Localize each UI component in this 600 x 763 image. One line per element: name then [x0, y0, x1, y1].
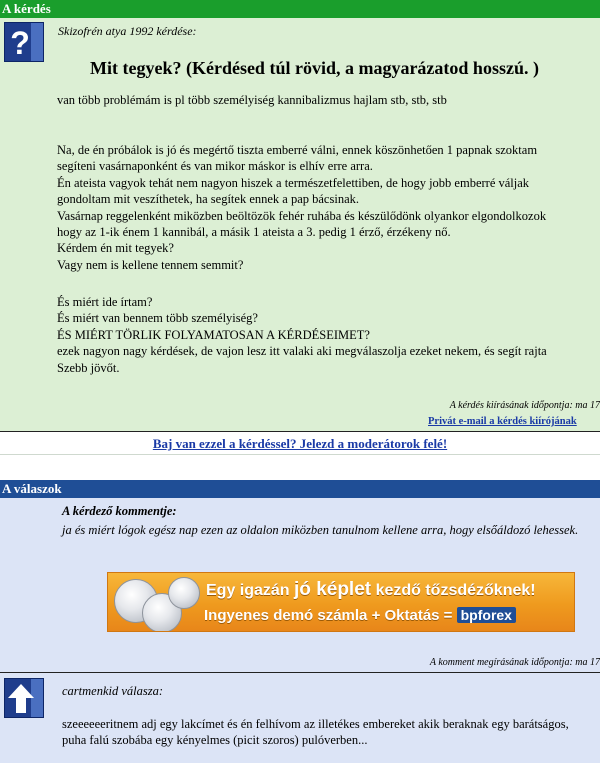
question-line: gondoltam mit veszíthetek, ha segítek ennek a pap bácsinak. — [57, 192, 359, 207]
question-line: ÉS MIÉRT TÖRLIK FOLYAMATOSAN A KÉRDÉSEIMET? — [57, 327, 370, 342]
coin-icon — [168, 577, 200, 609]
private-email-link[interactable]: Privát e-mail a kérdés kiírójának — [428, 416, 577, 427]
question-timestamp: A kérdés kiírásának időpontja: ma 17 — [449, 400, 600, 411]
question-line: És miért ide írtam? — [57, 295, 153, 309]
question-line: Szebb jövőt. — [57, 360, 120, 375]
question-line: Én ateista vagyok tehát nem nagyon hiszek a természetfelettiben, de hogy jobb emberré váljak — [57, 175, 530, 190]
asker-label: Skizofrén atya 1992 kérdése: — [58, 24, 197, 38]
divider — [0, 431, 600, 432]
question-line: Vasárnap reggelenként miközben beöltözök fehér ruhába és készülődönk olyankor elgondolkozok — [57, 208, 547, 223]
question-panel — [0, 18, 600, 431]
divider — [0, 454, 600, 455]
question-line: hogy az 1-ik énem 1 kannibál, a másik 1 ateista a 3. pedig 1 érző, érzékeny nő. — [57, 225, 451, 240]
answers-panel — [0, 498, 600, 763]
question-paragraph — [57, 142, 546, 273]
question-title: Mit tegyek? (Kérdésed túl rövid, a magyarázatod hosszú. ) — [90, 58, 539, 78]
question-line: Kérdem én mit tegyek? — [57, 241, 174, 256]
question-section-header: A kérdés — [0, 0, 600, 18]
answerer-label: cartmenkid válasza: — [62, 684, 164, 698]
report-question-link[interactable]: Baj van ezzel a kérdéssel? Jelezd a moderátorok felé! — [152, 436, 448, 451]
question-mark-icon — [4, 22, 44, 62]
banner-line-1: Egy igazán jó képlet kezdő tőzsdézőknek! — [206, 579, 536, 600]
asker-comment-text: ja és miért lógok egész nap ezen az oldalon miközben tanulnom kellene arra, hogy elsőáldozó lehessek. — [62, 523, 579, 537]
bpforex-logo: bpforex — [457, 607, 516, 623]
answers-section-header: A válaszok — [0, 480, 600, 498]
divider — [0, 672, 600, 673]
svg-text:?: ? — [10, 25, 30, 61]
question-line: És miért van bennem több személyiség? — [57, 311, 258, 326]
question-closing — [57, 294, 547, 376]
question-line: ezek nagyon nagy kérdések, de vajon lesz itt valaki aki megválaszolja ezeket nekem, és segít rajta — [57, 344, 547, 359]
up-arrow-icon — [4, 678, 44, 718]
question-intro: van több problémám is pl több személyiség kannibalizmus hajlam stb, stb, stb — [57, 93, 447, 107]
asker-comment-label: A kérdező kommentje: — [62, 504, 177, 518]
comment-timestamp: A komment megírásának időpontja: ma 17 — [429, 657, 600, 668]
answer-text: szeeeeeeritnem adj egy lakcímet és én felhívom az illetékes embereket akik beraknak egy barátságos, puha falú szobába egy kényelmes (picit szoros) pulóverben... — [62, 717, 569, 748]
question-line: Na, de én próbálok is jó és megértő tiszta emberré válni, ennek köszönhetően 1 papnak szoktam — [57, 143, 538, 157]
banner-line-2: Ingyenes demó számla + Oktatás = bpforex — [204, 607, 516, 624]
question-line: segíteni vasárnaponként és van mikor máskor is elhív erre arra. — [57, 159, 373, 174]
question-line: Vagy nem is kellene tennem semmit? — [57, 257, 244, 272]
ad-banner[interactable] — [107, 572, 575, 632]
